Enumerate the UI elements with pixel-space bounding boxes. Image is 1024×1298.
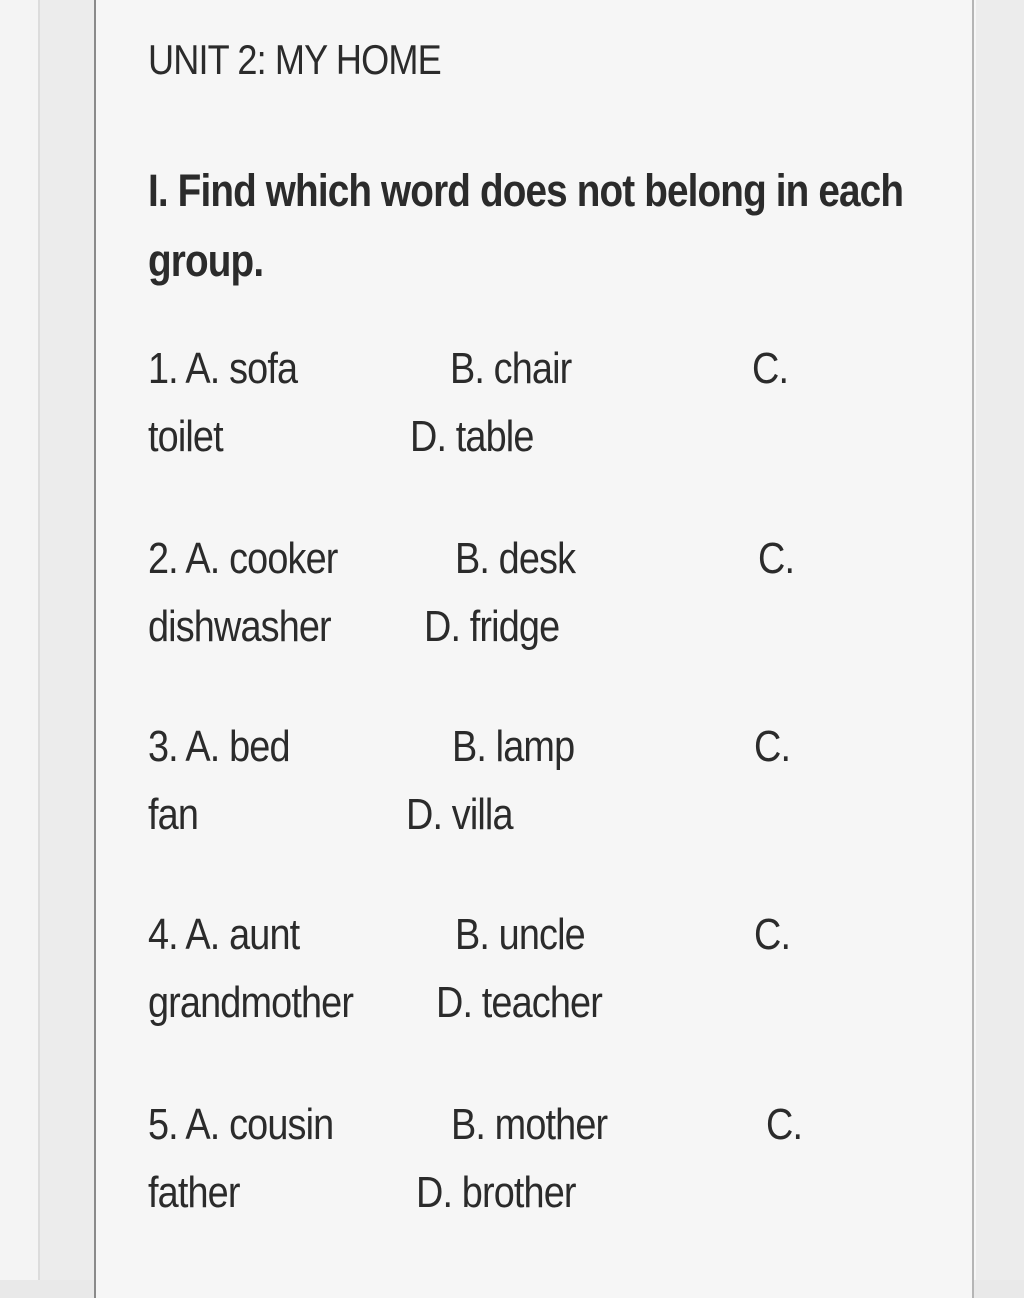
option-c-word: grandmother xyxy=(148,978,354,1027)
option-a: 5. A. cousin xyxy=(148,1100,334,1149)
option-a: 1. A. sofa xyxy=(148,344,298,393)
option-a: 4. A. aunt xyxy=(148,910,300,959)
option-d: D. fridge xyxy=(424,602,560,651)
option-c-word: dishwasher xyxy=(148,602,331,651)
option-c-label: C. xyxy=(754,722,791,771)
question-1 xyxy=(148,344,928,484)
option-b: B. lamp xyxy=(452,722,575,771)
option-c-label: C. xyxy=(752,344,789,393)
option-d: D. villa xyxy=(406,790,513,839)
option-b: B. desk xyxy=(455,534,576,583)
option-d: D. teacher xyxy=(436,978,602,1027)
section-heading: I. Find which word does not belong in each group. xyxy=(148,165,904,286)
option-c-label: C. xyxy=(766,1100,803,1149)
option-c-label: C. xyxy=(758,534,795,583)
question-2 xyxy=(148,534,928,674)
question-4 xyxy=(148,910,928,1050)
option-b: B. mother xyxy=(451,1100,608,1149)
option-c-word: father xyxy=(148,1168,240,1217)
question-5 xyxy=(148,1100,928,1240)
option-a: 3. A. bed xyxy=(148,722,290,771)
option-c-word: toilet xyxy=(148,412,223,461)
unit-title: UNIT 2: MY HOME xyxy=(148,36,441,83)
option-d: D. table xyxy=(410,412,534,461)
option-c-label: C. xyxy=(754,910,791,959)
option-b: B. uncle xyxy=(455,910,585,959)
option-a: 2. A. cooker xyxy=(148,534,338,583)
option-b: B. chair xyxy=(450,344,572,393)
option-c-word: fan xyxy=(148,790,199,839)
question-3 xyxy=(148,722,928,862)
option-d: D. brother xyxy=(416,1168,576,1217)
